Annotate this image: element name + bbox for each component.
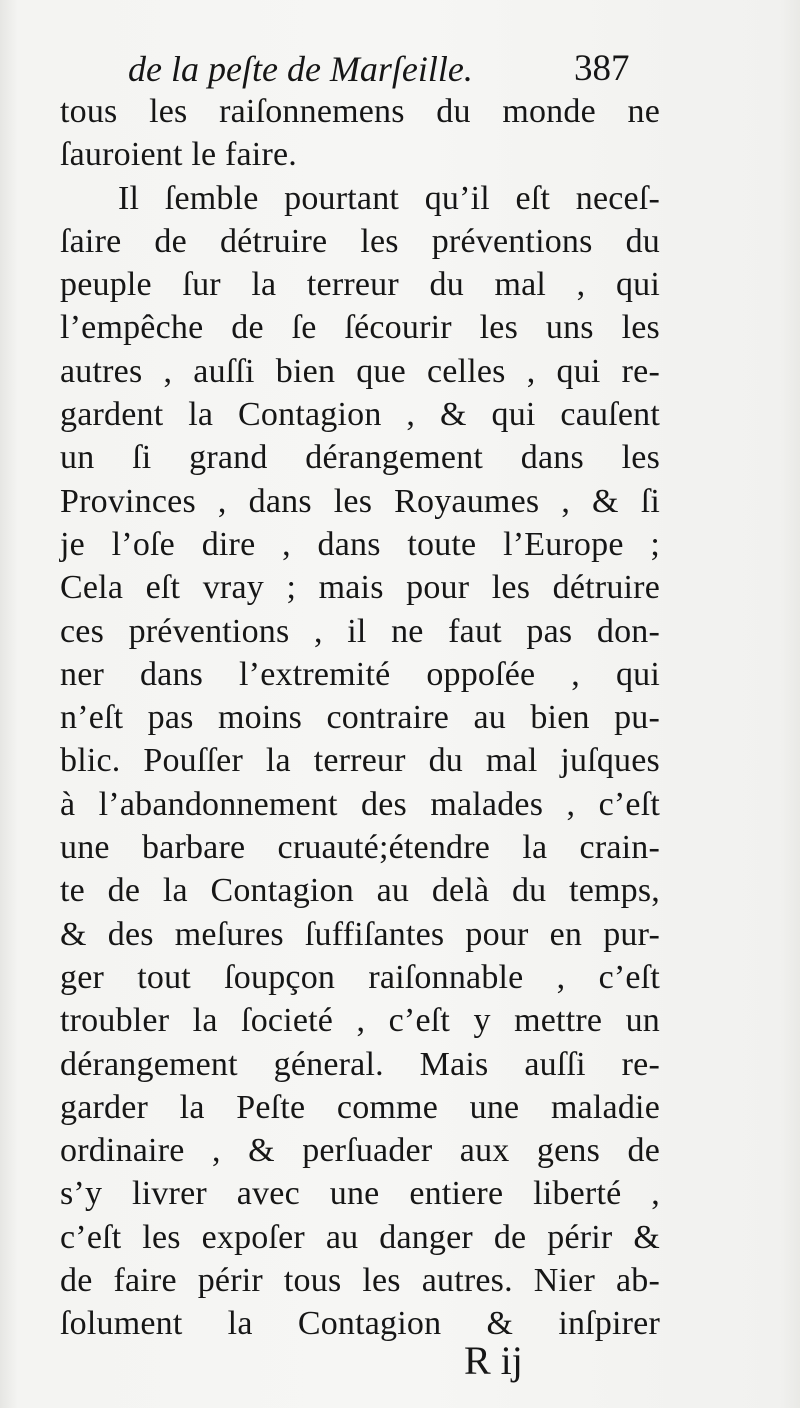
text-line: Cela eſt vray ; mais pour les détruire [60,569,660,607]
text-line: de faire périr tous les autres. Nier ab- [60,1262,660,1300]
text-line: à l’abandonnement des malades , c’eſt [60,785,660,823]
running-head [0,44,800,94]
text-line: gardent la Contagion , & qui cauſent [60,396,660,434]
text-line: ordinaire , & perſuader aux gens de [60,1132,660,1170]
body-text [60,90,660,1346]
text-line: autres , auſſi bien que celles , qui re- [60,352,660,390]
text-line: dérangement géneral. Mais auſſi re- [60,1045,660,1083]
text-line: Il ſemble pourtant qu’il eſt neceſ- [118,179,660,217]
text-line: je l’oſe dire , dans toute l’Europe ; [60,525,660,563]
text-line: ces préventions , il ne faut pas don- [60,612,660,650]
text-line: un ſi grand dérangement dans les [60,439,660,477]
text-line: n’eſt pas moins contraire au bien pu- [60,699,660,737]
text-line: ger tout ſoupçon raiſonnable , c’eſt [60,958,660,996]
text-line: blic. Pouſſer la terreur du mal juſques [60,742,660,780]
text-line: ſaire de détruire les préventions du [60,222,660,260]
running-title: de la peſte de Marſeille. [128,49,473,89]
text-line: s’y livrer avec une entiere liberté , [60,1175,660,1213]
page-number: 387 [574,48,630,89]
signature-mark: R ij [464,1338,523,1383]
text-line: peuple ſur la terreur du mal , qui [60,266,660,304]
text-line: troubler la ſocieté , c’eſt y mettre un [60,1002,660,1040]
text-line: ſauroient le faire. [60,136,297,174]
text-line: tous les raiſonnemens du monde ne [60,93,660,130]
text-line: l’empêche de ſe ſécourir les uns les [60,309,660,347]
text-line: & des meſures ſuffiſantes pour en pur- [60,915,660,953]
text-line: Provinces , dans les Royaumes , & ſi [60,482,660,520]
text-line: c’eſt les expoſer au danger de périr & [60,1218,660,1256]
text-line: ner dans l’extremité oppoſée , qui [60,655,660,693]
text-line: garder la Peſte comme une maladie [60,1088,660,1126]
text-line: ſolument la Contagion & inſpirer [60,1305,660,1343]
text-line: une barbare cruauté;étendre la crain- [60,829,660,867]
text-line: te de la Contagion au delà du temps, [60,872,660,910]
